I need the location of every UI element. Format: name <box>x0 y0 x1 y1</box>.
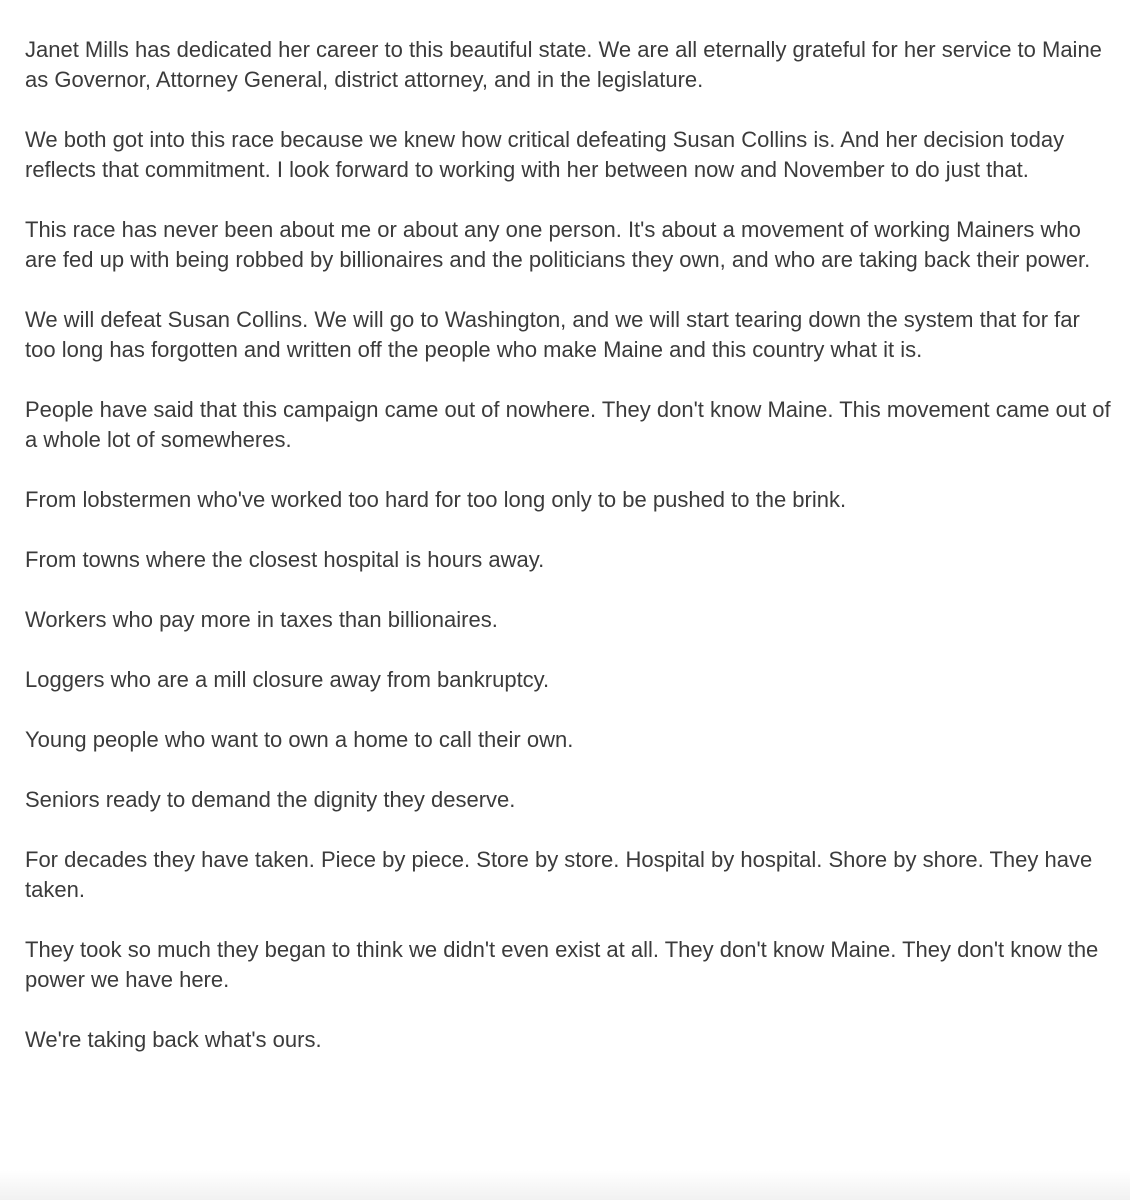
post-body <box>25 35 1112 1055</box>
paragraph-11: Seniors ready to demand the dignity they deserve. <box>25 787 516 812</box>
paragraph-4: We will defeat Susan Collins. We will go to Washington, and we will start tearing down the system that for far too long has forgotten and written off the people who make Maine and this country what it is. <box>25 307 1080 362</box>
paragraph-8: Workers who pay more in taxes than billionaires. <box>25 607 498 632</box>
paragraph-14: We're taking back what's ours. <box>25 1027 322 1052</box>
paragraph-13: They took so much they began to think we didn't even exist at all. They don't know Maine. They don't know the power we have here. <box>25 937 1099 992</box>
bottom-fade <box>0 1170 1130 1200</box>
paragraph-6: From lobstermen who've worked too hard for too long only to be pushed to the brink. <box>25 487 847 512</box>
paragraph-5: People have said that this campaign came out of nowhere. They don't know Maine. This movement came out of a whole lot of somewheres. <box>25 397 1111 452</box>
paragraph-12: For decades they have taken. Piece by piece. Store by store. Hospital by hospital. Shore by shore. They have taken. <box>25 847 1093 902</box>
paragraph-3: This race has never been about me or about any one person. It's about a movement of working Mainers who are fed up with being robbed by billionaires and the politicians they own, and who are taking back their power. <box>25 217 1091 272</box>
paragraph-9: Loggers who are a mill closure away from bankruptcy. <box>25 667 550 692</box>
paragraph-1: Janet Mills has dedicated her career to this beautiful state. We are all eternally grateful for her service to Maine as Governor, Attorney General, district attorney, and in the legislature. <box>25 37 1102 92</box>
paragraph-7: From towns where the closest hospital is hours away. <box>25 547 545 572</box>
paragraph-2: We both got into this race because we knew how critical defeating Susan Collins is. And her decision today reflects that commitment. I look forward to working with her between now and November to do just that. <box>25 127 1065 182</box>
paragraph-10: Young people who want to own a home to call their own. <box>25 727 574 752</box>
